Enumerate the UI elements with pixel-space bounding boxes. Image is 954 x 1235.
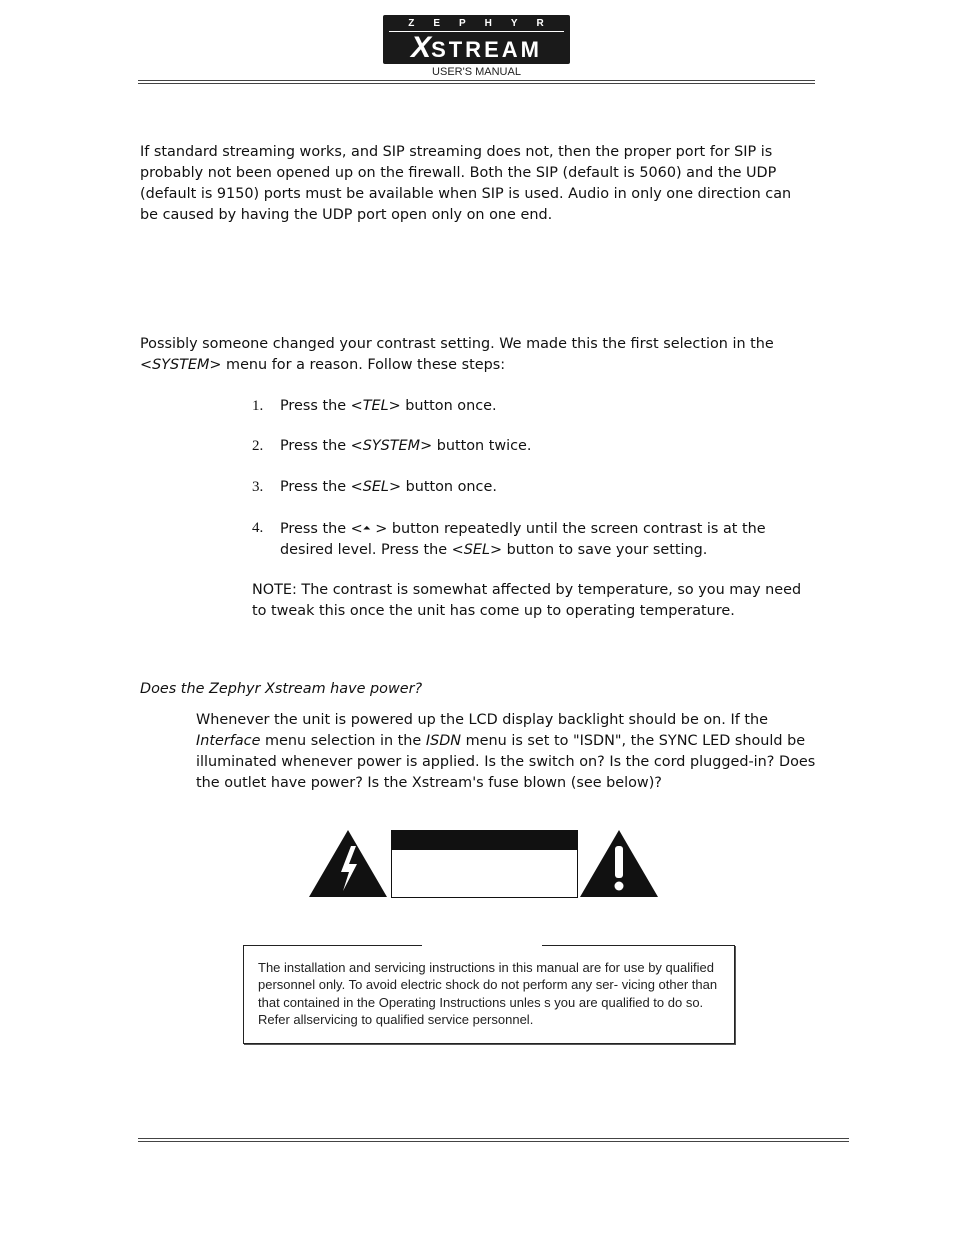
contrast-menu-name: SYSTEM xyxy=(152,357,210,373)
contrast-paragraph xyxy=(140,334,810,376)
step-text-mid: > button repeatedly until the screen contrast is at the desired level. Press the < xyxy=(280,521,766,558)
step-text-after: > button once. xyxy=(388,479,497,495)
logo-stream: STREAM xyxy=(431,37,542,62)
step-text-after: > button once. xyxy=(388,398,497,414)
step-key: SYSTEM xyxy=(362,438,421,454)
step-number: 2. xyxy=(252,438,264,454)
step-number: 3. xyxy=(252,479,264,495)
step-number: 1. xyxy=(252,398,264,414)
warning-label-header xyxy=(392,831,577,850)
isdn-term: ISDN xyxy=(425,733,462,749)
power-text-3: menu is set to "ISDN", the SYNC LED should be illuminated whenever power is applied. Is the switch on? Is the cord plugged-in? Does the outlet have power? Is the Xstream's fuse blown (see below)? xyxy=(196,733,816,791)
step-key: SEL xyxy=(463,542,490,558)
logo-bottom-text xyxy=(383,31,570,64)
step-text-before: Press the < xyxy=(280,521,363,537)
step-text-after: > button to save your setting. xyxy=(489,542,708,558)
caution-box xyxy=(243,945,735,1044)
step-key: SEL xyxy=(362,479,389,495)
step-text-before: Press the < xyxy=(280,398,363,414)
lightning-warning-icon xyxy=(307,828,389,898)
manual-label: USER'S MANUAL xyxy=(432,66,521,78)
exclamation-warning-icon xyxy=(578,828,660,898)
step-number: 4. xyxy=(252,520,264,536)
power-paragraph xyxy=(196,710,816,794)
logo-x: X xyxy=(411,31,432,64)
interface-term: Interface xyxy=(196,733,261,749)
sip-paragraph: If standard streaming works, and SIP streaming does not, then the proper port for SIP is probably not been opened up on the firewall. Both the SIP (default is 5060) and the UDP (default is 9150) ports must be available when SIP is used. Audio in only one direction can be caused by having the UDP port open only on one end. xyxy=(140,144,792,223)
step-text-after: > button twice. xyxy=(420,438,532,454)
caution-text: The installation and servicing instructions in this manual are for use by qualified personnel only. To avoid electric shock do not perform any ser- vicing other than that contained in the Operating Instructions unles s you are qualified to do so. Refer allservicing to qualified service personnel. xyxy=(258,960,718,1027)
step-key: TEL xyxy=(362,398,389,414)
caution-box-gap xyxy=(422,943,542,949)
step-text xyxy=(280,436,810,457)
header-rule xyxy=(138,80,815,84)
note-paragraph: NOTE: The contrast is somewhat affected by temperature, so you may need to tweak this once the unit has come up to operating temperature. xyxy=(252,582,802,619)
power-text-2: menu selection in the xyxy=(260,733,426,749)
logo-top-text: ZEPHYR xyxy=(408,18,563,29)
contrast-text-before: Possibly someone changed your contrast setting. We made this the first selection in the < xyxy=(140,336,774,373)
step-text xyxy=(280,477,810,498)
step-text xyxy=(280,396,810,417)
section-question: Does the Zephyr Xstream have power? xyxy=(140,681,423,697)
footer-rule xyxy=(138,1138,849,1142)
step-text xyxy=(280,518,810,561)
up-arrow-icon: ⏶ xyxy=(362,523,371,534)
logo xyxy=(383,15,570,64)
step-text-before: Press the < xyxy=(280,479,363,495)
warning-label-box xyxy=(391,830,578,898)
contrast-text-after: > menu for a reason. Follow these steps: xyxy=(209,357,506,373)
power-text-1: Whenever the unit is powered up the LCD display backlight should be on. If the xyxy=(196,712,768,728)
step-text-before: Press the < xyxy=(280,438,363,454)
